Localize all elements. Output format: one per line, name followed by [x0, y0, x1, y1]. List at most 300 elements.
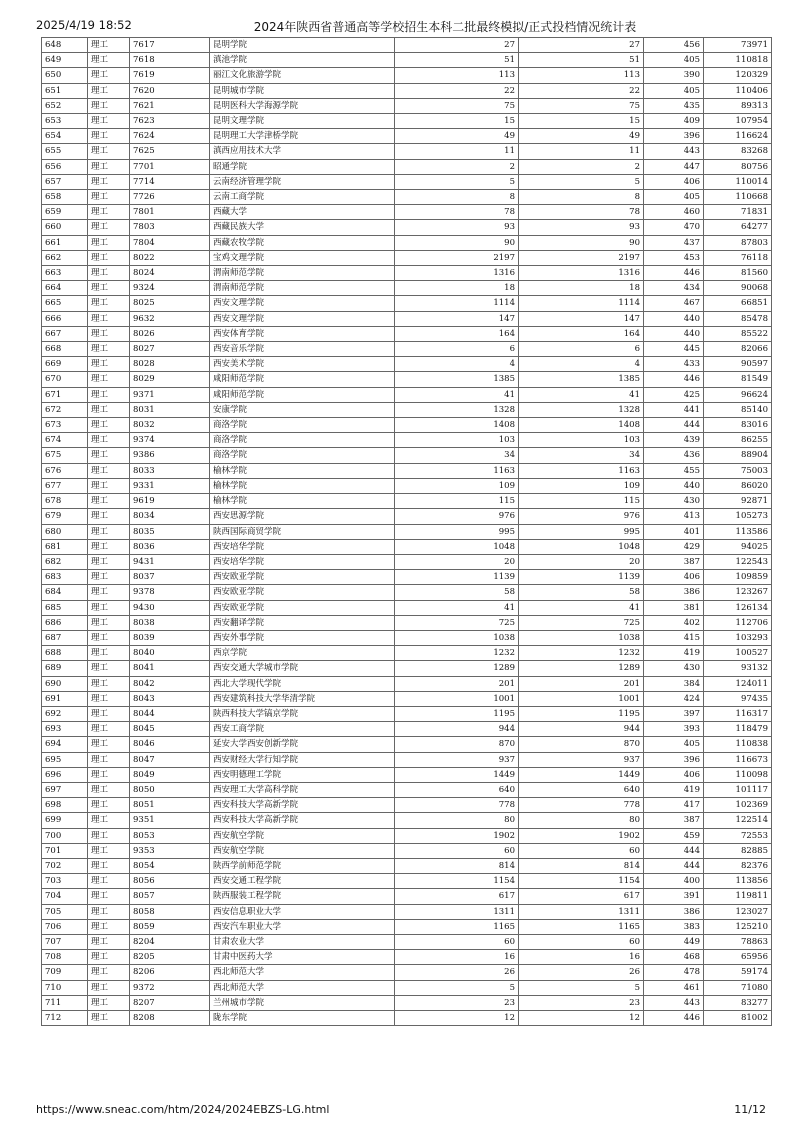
- min-score-cell: 415: [644, 630, 704, 645]
- category-cell: 理工: [88, 418, 130, 433]
- table-row: [42, 980, 772, 995]
- min-rank-cell: 112706: [704, 615, 772, 630]
- school-code-cell: 8047: [130, 752, 210, 767]
- filed-count-cell: 15: [519, 114, 644, 129]
- table-row: [42, 342, 772, 357]
- min-score-cell: 393: [644, 722, 704, 737]
- min-rank-cell: 73971: [704, 38, 772, 53]
- min-score-cell: 430: [644, 494, 704, 509]
- table-row: [42, 114, 772, 129]
- table-row: [42, 706, 772, 721]
- row-seq-cell: 657: [42, 174, 88, 189]
- category-cell: 理工: [88, 281, 130, 296]
- plan-count-cell: 944: [395, 722, 519, 737]
- table-row: [42, 539, 772, 554]
- school-code-cell: 8049: [130, 767, 210, 782]
- table-row: [42, 220, 772, 235]
- min-rank-cell: 116673: [704, 752, 772, 767]
- school-name-cell: 兰州城市学院: [210, 995, 395, 1010]
- filed-count-cell: 1139: [519, 570, 644, 585]
- plan-count-cell: 2197: [395, 250, 519, 265]
- category-cell: 理工: [88, 478, 130, 493]
- min-rank-cell: 59174: [704, 965, 772, 980]
- min-rank-cell: 105273: [704, 509, 772, 524]
- school-code-cell: 8058: [130, 904, 210, 919]
- row-seq-cell: 654: [42, 129, 88, 144]
- table-row: [42, 311, 772, 326]
- category-cell: 理工: [88, 311, 130, 326]
- row-seq-cell: 663: [42, 266, 88, 281]
- min-rank-cell: 116624: [704, 129, 772, 144]
- table-row: [42, 296, 772, 311]
- filed-count-cell: 1385: [519, 372, 644, 387]
- min-rank-cell: 90597: [704, 357, 772, 372]
- min-rank-cell: 89313: [704, 98, 772, 113]
- min-score-cell: 391: [644, 889, 704, 904]
- row-seq-cell: 709: [42, 965, 88, 980]
- table-row: [42, 600, 772, 615]
- row-seq-cell: 692: [42, 706, 88, 721]
- min-score-cell: 419: [644, 646, 704, 661]
- school-code-cell: 7803: [130, 220, 210, 235]
- min-score-cell: 433: [644, 357, 704, 372]
- min-score-cell: 409: [644, 114, 704, 129]
- school-name-cell: 安康学院: [210, 402, 395, 417]
- table-row: [42, 554, 772, 569]
- school-code-cell: 7624: [130, 129, 210, 144]
- row-seq-cell: 659: [42, 205, 88, 220]
- min-score-cell: 440: [644, 478, 704, 493]
- row-seq-cell: 695: [42, 752, 88, 767]
- school-name-cell: 延安大学西安创新学院: [210, 737, 395, 752]
- category-cell: 理工: [88, 980, 130, 995]
- filed-count-cell: 41: [519, 600, 644, 615]
- row-seq-cell: 694: [42, 737, 88, 752]
- school-code-cell: 7701: [130, 159, 210, 174]
- row-seq-cell: 683: [42, 570, 88, 585]
- plan-count-cell: 1289: [395, 661, 519, 676]
- filed-count-cell: 1449: [519, 767, 644, 782]
- plan-count-cell: 103: [395, 433, 519, 448]
- filed-count-cell: 1154: [519, 874, 644, 889]
- plan-count-cell: 113: [395, 68, 519, 83]
- plan-count-cell: 1154: [395, 874, 519, 889]
- category-cell: 理工: [88, 615, 130, 630]
- plan-count-cell: 75: [395, 98, 519, 113]
- table-row: [42, 722, 772, 737]
- min-rank-cell: 123027: [704, 904, 772, 919]
- category-cell: 理工: [88, 235, 130, 250]
- min-score-cell: 445: [644, 342, 704, 357]
- min-rank-cell: 85522: [704, 326, 772, 341]
- school-code-cell: 8043: [130, 691, 210, 706]
- plan-count-cell: 814: [395, 858, 519, 873]
- school-name-cell: 西安科技大学高新学院: [210, 798, 395, 813]
- plan-count-cell: 27: [395, 38, 519, 53]
- school-code-cell: 7804: [130, 235, 210, 250]
- table-row: [42, 965, 772, 980]
- plan-count-cell: 1165: [395, 919, 519, 934]
- table-row: [42, 995, 772, 1010]
- category-cell: 理工: [88, 661, 130, 676]
- plan-count-cell: 16: [395, 950, 519, 965]
- school-code-cell: 9378: [130, 585, 210, 600]
- school-code-cell: 7801: [130, 205, 210, 220]
- min-score-cell: 453: [644, 250, 704, 265]
- school-code-cell: 8032: [130, 418, 210, 433]
- row-seq-cell: 661: [42, 235, 88, 250]
- min-rank-cell: 124011: [704, 676, 772, 691]
- min-rank-cell: 71831: [704, 205, 772, 220]
- min-rank-cell: 90068: [704, 281, 772, 296]
- table-row: [42, 235, 772, 250]
- category-cell: 理工: [88, 326, 130, 341]
- category-cell: 理工: [88, 68, 130, 83]
- table-row: [42, 630, 772, 645]
- school-name-cell: 榆林学院: [210, 478, 395, 493]
- plan-count-cell: 12: [395, 1011, 519, 1026]
- category-cell: 理工: [88, 554, 130, 569]
- filed-count-cell: 109: [519, 478, 644, 493]
- plan-count-cell: 15: [395, 114, 519, 129]
- filed-count-cell: 26: [519, 965, 644, 980]
- row-seq-cell: 702: [42, 858, 88, 873]
- filed-count-cell: 1001: [519, 691, 644, 706]
- row-seq-cell: 656: [42, 159, 88, 174]
- school-code-cell: 8027: [130, 342, 210, 357]
- min-rank-cell: 97435: [704, 691, 772, 706]
- min-rank-cell: 82885: [704, 843, 772, 858]
- min-rank-cell: 110668: [704, 190, 772, 205]
- school-code-cell: 7625: [130, 144, 210, 159]
- min-rank-cell: 109859: [704, 570, 772, 585]
- category-cell: 理工: [88, 144, 130, 159]
- row-seq-cell: 699: [42, 813, 88, 828]
- filed-count-cell: 1311: [519, 904, 644, 919]
- filed-count-cell: 4: [519, 357, 644, 372]
- school-code-cell: 8036: [130, 539, 210, 554]
- filed-count-cell: 23: [519, 995, 644, 1010]
- min-score-cell: 435: [644, 98, 704, 113]
- min-score-cell: 381: [644, 600, 704, 615]
- school-name-cell: 丽江文化旅游学院: [210, 68, 395, 83]
- plan-count-cell: 8: [395, 190, 519, 205]
- school-name-cell: 西安理工大学高科学院: [210, 782, 395, 797]
- min-score-cell: 456: [644, 38, 704, 53]
- filed-count-cell: 1902: [519, 828, 644, 843]
- plan-count-cell: 937: [395, 752, 519, 767]
- filed-count-cell: 16: [519, 950, 644, 965]
- category-cell: 理工: [88, 539, 130, 554]
- school-name-cell: 西安信息职业大学: [210, 904, 395, 919]
- min-score-cell: 413: [644, 509, 704, 524]
- school-name-cell: 西藏农牧学院: [210, 235, 395, 250]
- school-code-cell: 7621: [130, 98, 210, 113]
- school-code-cell: 8057: [130, 889, 210, 904]
- school-code-cell: 8022: [130, 250, 210, 265]
- min-rank-cell: 94025: [704, 539, 772, 554]
- plan-count-cell: 34: [395, 448, 519, 463]
- school-name-cell: 西安汽车职业大学: [210, 919, 395, 934]
- school-code-cell: 8208: [130, 1011, 210, 1026]
- plan-count-cell: 51: [395, 53, 519, 68]
- table-row: [42, 661, 772, 676]
- min-score-cell: 440: [644, 311, 704, 326]
- filed-count-cell: 34: [519, 448, 644, 463]
- table-row: [42, 646, 772, 661]
- min-score-cell: 425: [644, 387, 704, 402]
- plan-count-cell: 49: [395, 129, 519, 144]
- plan-count-cell: 20: [395, 554, 519, 569]
- table-row: [42, 205, 772, 220]
- school-code-cell: 7623: [130, 114, 210, 129]
- min-rank-cell: 103293: [704, 630, 772, 645]
- school-code-cell: 8033: [130, 463, 210, 478]
- table-row: [42, 38, 772, 53]
- row-seq-cell: 682: [42, 554, 88, 569]
- table-row: [42, 402, 772, 417]
- row-seq-cell: 686: [42, 615, 88, 630]
- row-seq-cell: 665: [42, 296, 88, 311]
- filed-count-cell: 113: [519, 68, 644, 83]
- min-score-cell: 459: [644, 828, 704, 843]
- school-name-cell: 商洛学院: [210, 448, 395, 463]
- min-rank-cell: 110818: [704, 53, 772, 68]
- plan-count-cell: 1311: [395, 904, 519, 919]
- page-number: 11/12: [734, 1103, 766, 1116]
- category-cell: 理工: [88, 1011, 130, 1026]
- school-code-cell: 8050: [130, 782, 210, 797]
- plan-count-cell: 5: [395, 174, 519, 189]
- table-row: [42, 843, 772, 858]
- plan-count-cell: 2: [395, 159, 519, 174]
- row-seq-cell: 680: [42, 524, 88, 539]
- school-name-cell: 昭通学院: [210, 159, 395, 174]
- category-cell: 理工: [88, 630, 130, 645]
- school-name-cell: 西安交通大学城市学院: [210, 661, 395, 676]
- category-cell: 理工: [88, 813, 130, 828]
- school-code-cell: 9619: [130, 494, 210, 509]
- min-rank-cell: 116317: [704, 706, 772, 721]
- table-row: [42, 174, 772, 189]
- plan-count-cell: 725: [395, 615, 519, 630]
- school-name-cell: 西安欧亚学院: [210, 585, 395, 600]
- min-rank-cell: 85140: [704, 402, 772, 417]
- school-name-cell: 榆林学院: [210, 463, 395, 478]
- school-code-cell: 9331: [130, 478, 210, 493]
- category-cell: 理工: [88, 296, 130, 311]
- filed-count-cell: 11: [519, 144, 644, 159]
- row-seq-cell: 673: [42, 418, 88, 433]
- row-seq-cell: 678: [42, 494, 88, 509]
- row-seq-cell: 681: [42, 539, 88, 554]
- filed-count-cell: 5: [519, 980, 644, 995]
- table-row: [42, 798, 772, 813]
- table-row: [42, 737, 772, 752]
- school-code-cell: 8025: [130, 296, 210, 311]
- school-name-cell: 西安欧亚学院: [210, 570, 395, 585]
- category-cell: 理工: [88, 98, 130, 113]
- school-code-cell: 9324: [130, 281, 210, 296]
- table-row: [42, 858, 772, 873]
- filed-count-cell: 12: [519, 1011, 644, 1026]
- min-score-cell: 406: [644, 767, 704, 782]
- min-rank-cell: 96624: [704, 387, 772, 402]
- min-rank-cell: 126134: [704, 600, 772, 615]
- school-name-cell: 西安美术学院: [210, 357, 395, 372]
- min-rank-cell: 66851: [704, 296, 772, 311]
- filed-count-cell: 58: [519, 585, 644, 600]
- school-name-cell: 西安培华学院: [210, 539, 395, 554]
- min-rank-cell: 85478: [704, 311, 772, 326]
- school-code-cell: 8041: [130, 661, 210, 676]
- plan-count-cell: 1316: [395, 266, 519, 281]
- category-cell: 理工: [88, 494, 130, 509]
- school-name-cell: 西藏民族大学: [210, 220, 395, 235]
- school-name-cell: 西安航空学院: [210, 843, 395, 858]
- table-row: [42, 691, 772, 706]
- row-seq-cell: 712: [42, 1011, 88, 1026]
- table-body: [42, 38, 772, 1026]
- school-code-cell: 8024: [130, 266, 210, 281]
- table-row: [42, 68, 772, 83]
- min-score-cell: 468: [644, 950, 704, 965]
- table-row: [42, 326, 772, 341]
- min-score-cell: 400: [644, 874, 704, 889]
- plan-count-cell: 1139: [395, 570, 519, 585]
- school-code-cell: 8205: [130, 950, 210, 965]
- school-name-cell: 昆明文理学院: [210, 114, 395, 129]
- row-seq-cell: 705: [42, 904, 88, 919]
- school-name-cell: 昆明医科大学海源学院: [210, 98, 395, 113]
- min-score-cell: 406: [644, 570, 704, 585]
- print-date: 2025/4/19 18:52: [36, 18, 132, 32]
- table-row: [42, 433, 772, 448]
- school-code-cell: 9371: [130, 387, 210, 402]
- min-score-cell: 436: [644, 448, 704, 463]
- filed-count-cell: 937: [519, 752, 644, 767]
- category-cell: 理工: [88, 570, 130, 585]
- min-rank-cell: 80756: [704, 159, 772, 174]
- filed-count-cell: 976: [519, 509, 644, 524]
- filed-count-cell: 103: [519, 433, 644, 448]
- school-name-cell: 西安工商学院: [210, 722, 395, 737]
- school-code-cell: 7619: [130, 68, 210, 83]
- category-cell: 理工: [88, 114, 130, 129]
- plan-count-cell: 23: [395, 995, 519, 1010]
- school-code-cell: 9431: [130, 554, 210, 569]
- row-seq-cell: 706: [42, 919, 88, 934]
- table-row: [42, 357, 772, 372]
- category-cell: 理工: [88, 782, 130, 797]
- min-rank-cell: 82066: [704, 342, 772, 357]
- row-seq-cell: 711: [42, 995, 88, 1010]
- filed-count-cell: 1408: [519, 418, 644, 433]
- plan-count-cell: 1408: [395, 418, 519, 433]
- min-score-cell: 440: [644, 326, 704, 341]
- filed-count-cell: 617: [519, 889, 644, 904]
- min-score-cell: 406: [644, 174, 704, 189]
- row-seq-cell: 666: [42, 311, 88, 326]
- table-row: [42, 83, 772, 98]
- row-seq-cell: 658: [42, 190, 88, 205]
- filed-count-cell: 814: [519, 858, 644, 873]
- school-code-cell: 8042: [130, 676, 210, 691]
- min-score-cell: 441: [644, 402, 704, 417]
- school-name-cell: 陕西服装工程学院: [210, 889, 395, 904]
- plan-count-cell: 1163: [395, 463, 519, 478]
- table-row: [42, 129, 772, 144]
- row-seq-cell: 671: [42, 387, 88, 402]
- min-score-cell: 397: [644, 706, 704, 721]
- row-seq-cell: 660: [42, 220, 88, 235]
- table-row: [42, 144, 772, 159]
- category-cell: 理工: [88, 509, 130, 524]
- plan-count-cell: 1038: [395, 630, 519, 645]
- min-rank-cell: 86255: [704, 433, 772, 448]
- school-name-cell: 咸阳师范学院: [210, 387, 395, 402]
- school-name-cell: 渭南师范学院: [210, 281, 395, 296]
- school-code-cell: 8059: [130, 919, 210, 934]
- school-name-cell: 陕西学前师范学院: [210, 858, 395, 873]
- min-score-cell: 383: [644, 919, 704, 934]
- row-seq-cell: 688: [42, 646, 88, 661]
- school-code-cell: 7618: [130, 53, 210, 68]
- min-score-cell: 424: [644, 691, 704, 706]
- plan-count-cell: 995: [395, 524, 519, 539]
- table-row: [42, 387, 772, 402]
- min-rank-cell: 78863: [704, 934, 772, 949]
- school-code-cell: 8029: [130, 372, 210, 387]
- row-seq-cell: 672: [42, 402, 88, 417]
- row-seq-cell: 664: [42, 281, 88, 296]
- category-cell: 理工: [88, 934, 130, 949]
- min-score-cell: 396: [644, 129, 704, 144]
- table-row: [42, 904, 772, 919]
- filed-count-cell: 640: [519, 782, 644, 797]
- category-cell: 理工: [88, 858, 130, 873]
- school-code-cell: 7714: [130, 174, 210, 189]
- table-row: [42, 813, 772, 828]
- plan-count-cell: 11: [395, 144, 519, 159]
- row-seq-cell: 662: [42, 250, 88, 265]
- min-score-cell: 405: [644, 737, 704, 752]
- filed-count-cell: 6: [519, 342, 644, 357]
- min-rank-cell: 81560: [704, 266, 772, 281]
- min-rank-cell: 119811: [704, 889, 772, 904]
- min-score-cell: 401: [644, 524, 704, 539]
- row-seq-cell: 685: [42, 600, 88, 615]
- row-seq-cell: 707: [42, 934, 88, 949]
- plan-count-cell: 1385: [395, 372, 519, 387]
- school-code-cell: 8040: [130, 646, 210, 661]
- school-code-cell: 8039: [130, 630, 210, 645]
- min-rank-cell: 65956: [704, 950, 772, 965]
- school-name-cell: 宝鸡文理学院: [210, 250, 395, 265]
- min-score-cell: 444: [644, 843, 704, 858]
- row-seq-cell: 650: [42, 68, 88, 83]
- filed-count-cell: 60: [519, 843, 644, 858]
- school-code-cell: 8046: [130, 737, 210, 752]
- category-cell: 理工: [88, 600, 130, 615]
- row-seq-cell: 703: [42, 874, 88, 889]
- category-cell: 理工: [88, 691, 130, 706]
- min-rank-cell: 86020: [704, 478, 772, 493]
- school-name-cell: 甘肃农业大学: [210, 934, 395, 949]
- category-cell: 理工: [88, 919, 130, 934]
- min-score-cell: 470: [644, 220, 704, 235]
- category-cell: 理工: [88, 83, 130, 98]
